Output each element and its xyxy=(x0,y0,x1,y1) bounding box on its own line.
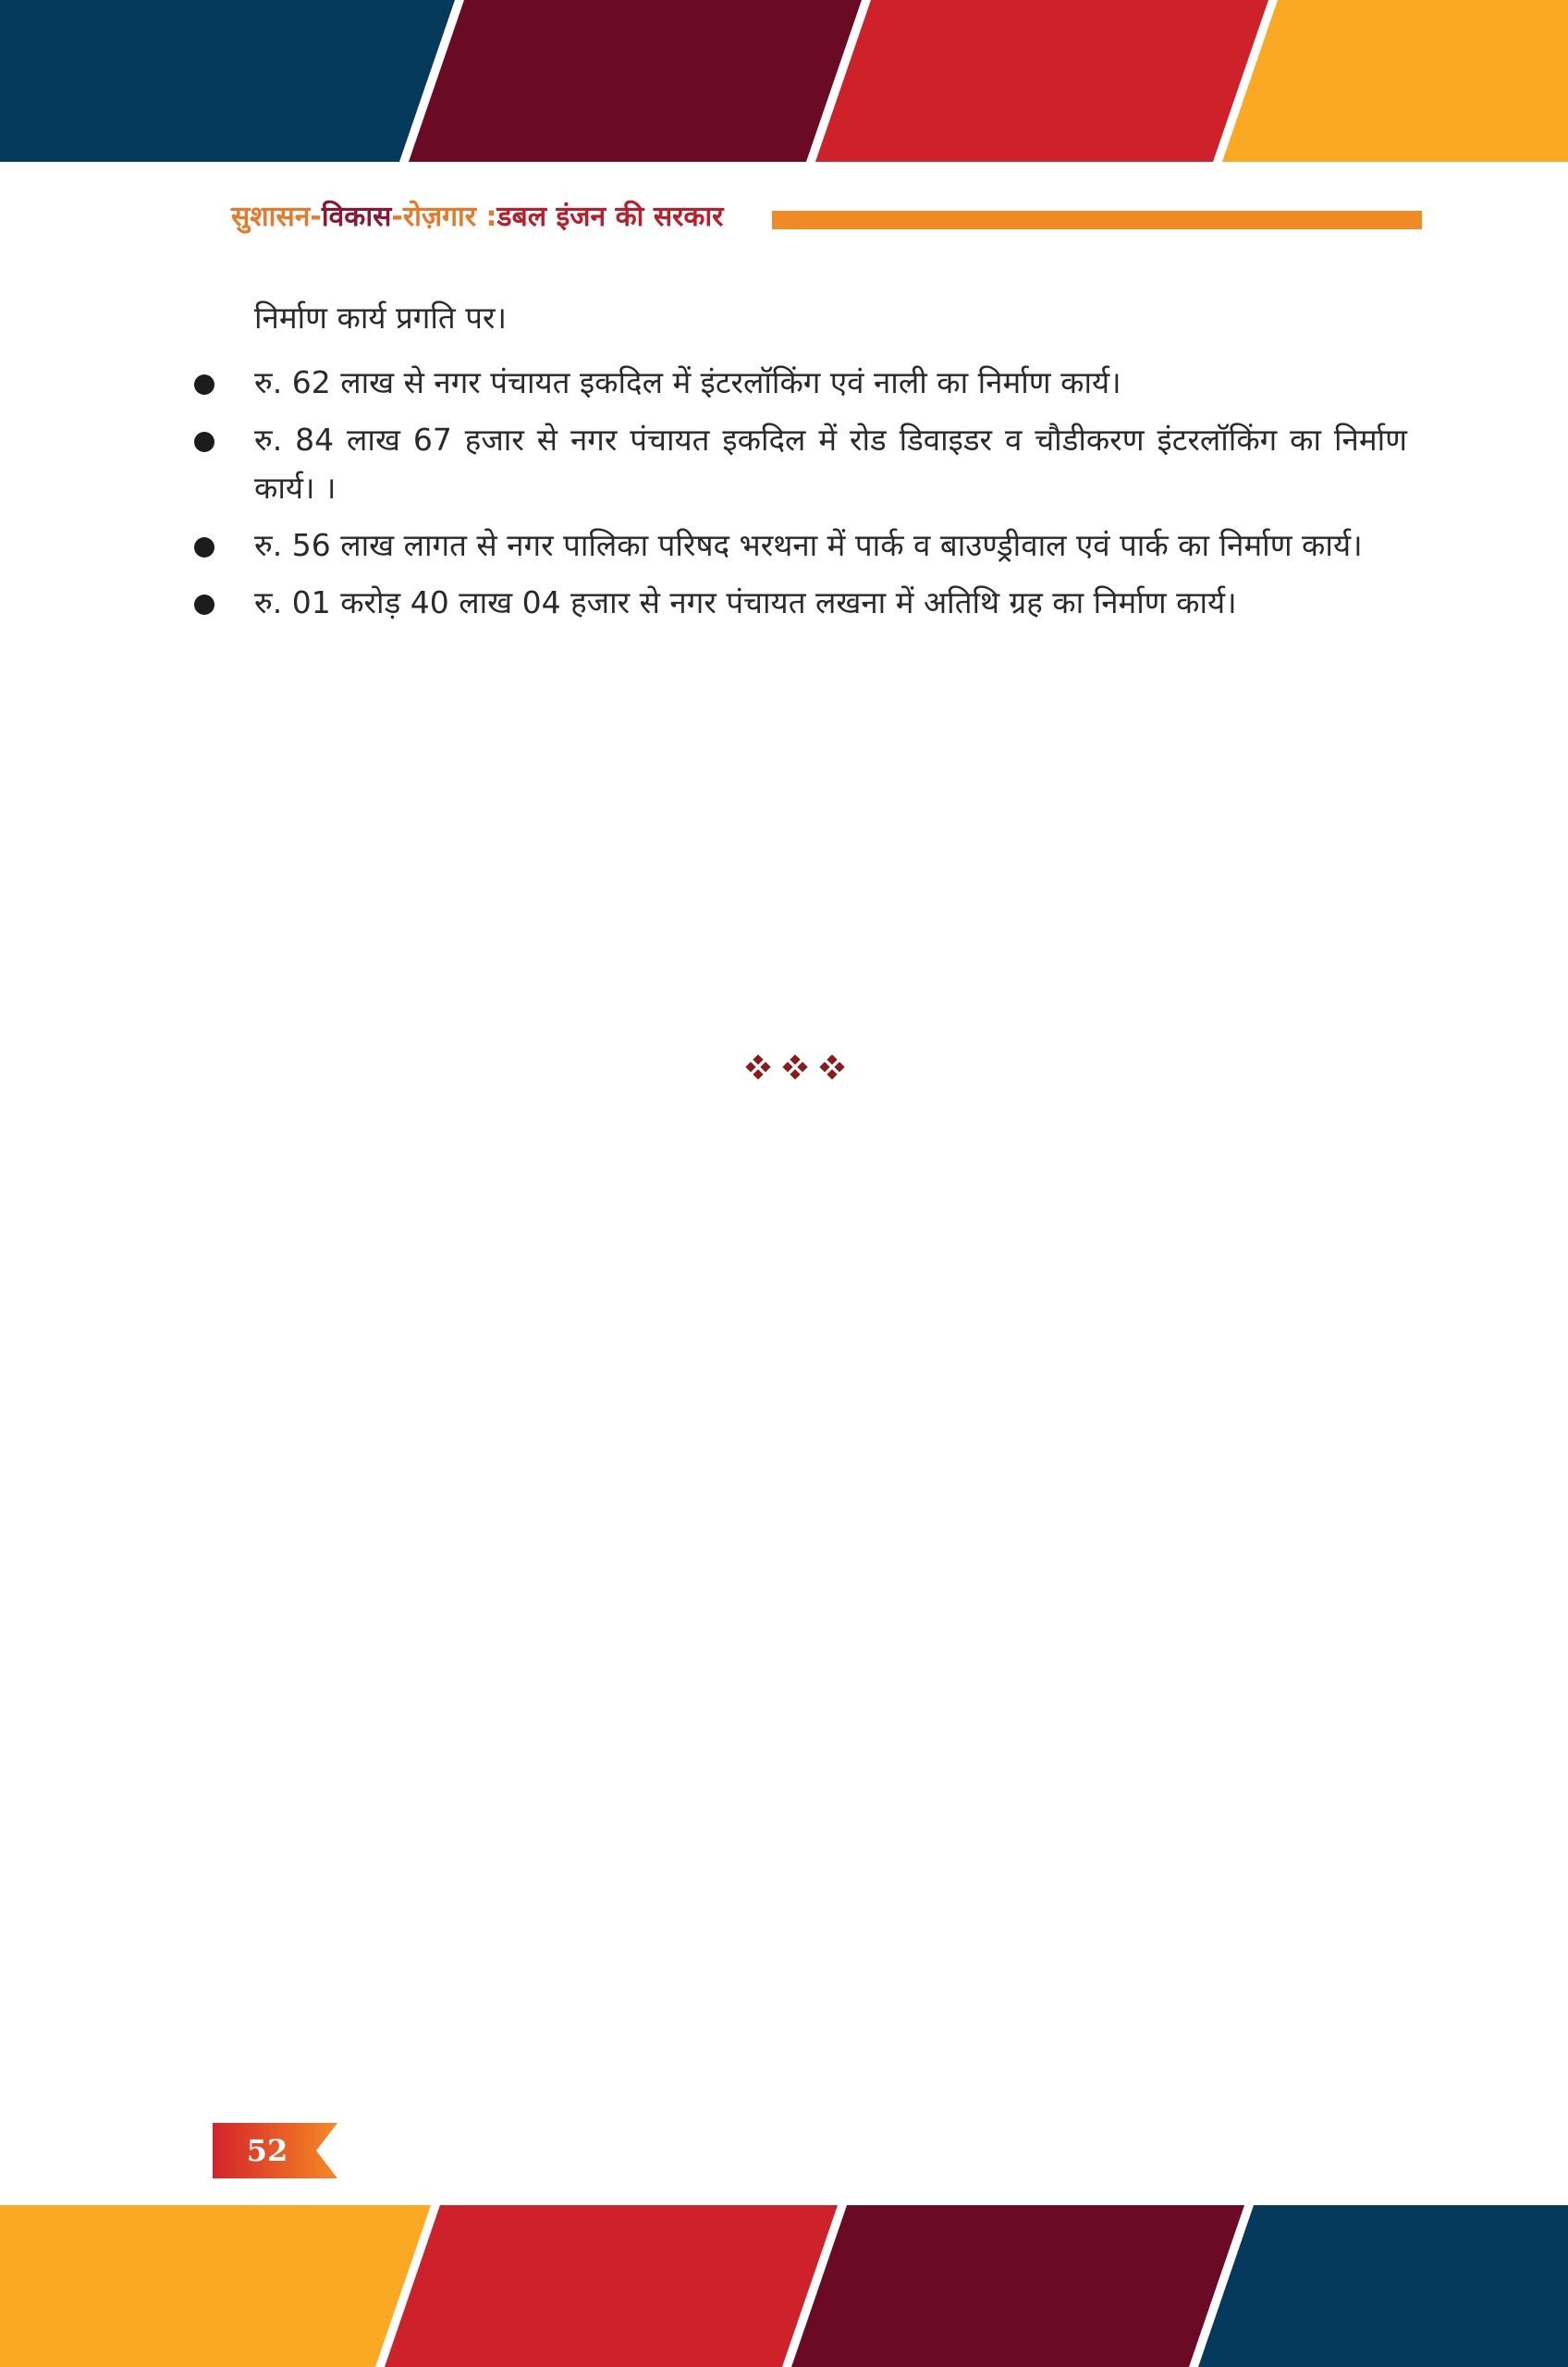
page-number: 52 xyxy=(246,2133,288,2168)
running-head-part: डबल इंजन की सरकार xyxy=(496,201,724,233)
list-item xyxy=(185,359,1407,407)
bottom-color-band xyxy=(0,2205,1568,2367)
bullet-icon xyxy=(194,595,214,615)
running-head-part: -रोज़गार : xyxy=(391,201,497,233)
bullet-list xyxy=(185,359,1407,627)
bullet-icon xyxy=(194,432,214,452)
list-item xyxy=(185,416,1407,512)
list-item-text: रु. 62 लाख से नगर पंचायत इकदिल में इंटरलॉकिंग एवं नाली का निर्माण कार्य। xyxy=(254,364,1121,400)
diamond-cluster-icon xyxy=(743,1045,854,1091)
list-item xyxy=(185,521,1407,570)
list-item xyxy=(185,579,1407,627)
list-item-text: रु. 56 लाख लागत से नगर पालिका परिषद भरथना में पार्क व बाउण्ड्रीवाल एवं पार्क का निर्माण कार्य। xyxy=(254,527,1363,563)
running-head-rule xyxy=(772,211,1422,229)
page-number-tab xyxy=(213,2123,337,2178)
list-item-text: रु. 84 लाख 67 हजार से नगर पंचायत इकदिल में रोड डिवाइडर व चौडीकरण इंटरलॉकिंग का निर्माण कार्य। । xyxy=(254,422,1407,506)
list-item-text: रु. 01 करोड़ 40 लाख 04 हजार से नगर पंचायत लखना में अतिथि ग्रह का निर्माण कार्य। xyxy=(254,584,1237,620)
bullet-icon xyxy=(194,374,214,395)
page-body xyxy=(185,294,1407,636)
bullet-icon xyxy=(194,537,214,558)
running-head-part: सुशासन- xyxy=(231,201,322,233)
running-head xyxy=(231,196,723,234)
continued-text: निर्माण कार्य प्रगति पर। xyxy=(254,300,507,336)
top-color-band xyxy=(0,0,1568,162)
running-head-part: विकास xyxy=(321,201,392,233)
